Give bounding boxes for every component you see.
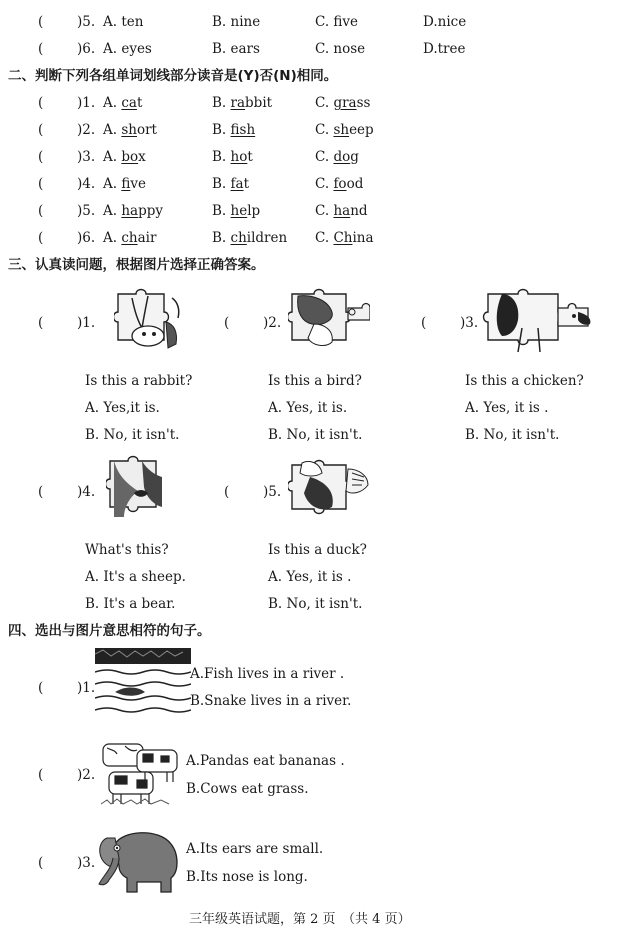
- option-a: A. Yes, it is .: [268, 569, 352, 585]
- question-number: )4.: [77, 484, 96, 500]
- option-b: B. No, it isn't.: [465, 427, 560, 443]
- answer-paren[interactable]: (: [38, 484, 44, 500]
- option-prefix: C.: [315, 95, 334, 111]
- underlined-letters: fo: [333, 176, 347, 192]
- answer-paren[interactable]: (: [38, 14, 44, 30]
- option-prefix: A.: [103, 230, 122, 246]
- answer-paren[interactable]: (: [421, 315, 427, 331]
- question-number: )1.: [77, 315, 96, 331]
- option-prefix: A.: [103, 149, 122, 165]
- question-text: Is this a rabbit?: [85, 373, 193, 389]
- answer-paren[interactable]: (: [38, 95, 44, 111]
- answer-paren[interactable]: (: [38, 767, 44, 783]
- option-c: C. nose: [315, 41, 366, 57]
- underlined-letters: ha: [121, 203, 139, 219]
- underlined-letters: fish: [230, 122, 256, 138]
- option-c: [315, 95, 370, 111]
- elephant-picture: [95, 824, 181, 894]
- underlined-letters: he: [230, 203, 248, 219]
- question-number: )2.: [77, 767, 96, 783]
- underlined-letters: sh: [333, 122, 350, 138]
- question-number: )6.: [77, 230, 96, 246]
- word-rest: ina: [352, 230, 374, 246]
- option-c: [315, 230, 374, 246]
- option-d: D.tree: [423, 41, 466, 57]
- word-rest: t: [136, 95, 143, 111]
- answer-paren[interactable]: (: [224, 484, 230, 500]
- word-rest: eep: [349, 122, 374, 138]
- option-a: A. Yes, it is .: [465, 400, 549, 416]
- answer-paren[interactable]: (: [38, 176, 44, 192]
- word-rest: bbit: [245, 95, 273, 111]
- option-c: [315, 122, 374, 138]
- underlined-letters: gra: [333, 95, 357, 111]
- question-number: )3.: [460, 315, 479, 331]
- option-a: [103, 122, 157, 138]
- underlined-letters: ha: [333, 203, 351, 219]
- rabbit-puzzle-picture: [114, 288, 186, 356]
- section-2-heading: 二、判断下列各组单词划线部分读音是(Y)否(N)相同。: [8, 68, 338, 84]
- option-b: [212, 122, 255, 138]
- option-a: A.Fish lives in a river .: [190, 666, 345, 682]
- question-number: )2.: [77, 122, 96, 138]
- section-4-heading: 四、选出与图片意思相符的句子。: [8, 623, 211, 639]
- option-c: [315, 149, 359, 165]
- word-rest: t: [247, 149, 253, 165]
- question-text: Is this a duck?: [268, 542, 367, 558]
- answer-paren[interactable]: (: [38, 203, 44, 219]
- option-a: A. eyes: [103, 41, 152, 57]
- question-number: )5.: [77, 203, 96, 219]
- option-b: B. No, it isn't.: [268, 596, 363, 612]
- question-number: )3.: [77, 149, 96, 165]
- underlined-letters: ch: [121, 230, 138, 246]
- answer-paren[interactable]: (: [38, 41, 44, 57]
- cows-picture: [97, 738, 183, 808]
- option-b: [212, 203, 260, 219]
- option-d: D.nice: [423, 14, 467, 30]
- option-a: A. It's a sheep.: [85, 569, 186, 585]
- option-a: [103, 176, 146, 192]
- section-3-heading: 三、认真读问题，根据图片选择正确答案。: [8, 257, 265, 273]
- option-prefix: B.: [212, 203, 231, 219]
- option-b: B. No, it isn't.: [268, 427, 363, 443]
- bird-puzzle-picture: [288, 288, 370, 356]
- word-rest: ve: [130, 176, 146, 192]
- word-rest: air: [137, 230, 157, 246]
- answer-paren[interactable]: (: [38, 149, 44, 165]
- option-a: [103, 203, 163, 219]
- underlined-letters: fa: [230, 176, 244, 192]
- sheep-puzzle-picture: [106, 455, 172, 523]
- option-b: [212, 95, 272, 111]
- option-b: [212, 230, 287, 246]
- option-a: A.Its ears are small.: [186, 841, 324, 857]
- word-rest: ppy: [138, 203, 164, 219]
- answer-paren[interactable]: (: [38, 230, 44, 246]
- word-rest: ildren: [246, 230, 288, 246]
- option-prefix: B.: [212, 95, 231, 111]
- answer-paren[interactable]: (: [38, 680, 44, 696]
- option-prefix: A.: [103, 176, 122, 192]
- option-prefix: A.: [103, 122, 122, 138]
- option-b: B.Cows eat grass.: [186, 781, 309, 797]
- answer-paren[interactable]: (: [38, 122, 44, 138]
- underlined-letters: ho: [230, 149, 248, 165]
- question-number: )5.: [263, 484, 282, 500]
- word-rest: t: [243, 176, 249, 192]
- chicken-puzzle-picture: [482, 288, 596, 356]
- option-a: [103, 149, 146, 165]
- option-b: B. It's a bear.: [85, 596, 176, 612]
- underlined-letters: Ch: [333, 230, 353, 246]
- option-c: [315, 176, 363, 192]
- option-prefix: C.: [315, 230, 334, 246]
- option-prefix: A.: [103, 95, 122, 111]
- question-number: )6.: [77, 41, 96, 57]
- underlined-letters: bo: [121, 149, 139, 165]
- question-text: Is this a bird?: [268, 373, 362, 389]
- answer-paren[interactable]: (: [38, 855, 44, 871]
- option-prefix: B.: [212, 122, 231, 138]
- answer-paren[interactable]: (: [38, 315, 44, 331]
- option-prefix: C.: [315, 149, 334, 165]
- underlined-letters: ca: [121, 95, 137, 111]
- question-number: )1.: [77, 680, 96, 696]
- option-a: A. Yes, it is.: [268, 400, 348, 416]
- word-rest: nd: [350, 203, 368, 219]
- underlined-letters: ra: [230, 95, 246, 111]
- option-b: [212, 149, 253, 165]
- option-prefix: B.: [212, 230, 231, 246]
- word-rest: ss: [356, 95, 371, 111]
- option-c: [315, 203, 368, 219]
- river-fish-picture: [95, 648, 191, 720]
- option-prefix: C.: [315, 203, 334, 219]
- option-c: C. five: [315, 14, 359, 30]
- question-text: What's this?: [85, 542, 169, 558]
- option-a: [103, 230, 156, 246]
- option-a: [103, 95, 142, 111]
- option-b: B. ears: [212, 41, 260, 57]
- option-prefix: C.: [315, 176, 334, 192]
- option-b: B. No, it isn't.: [85, 427, 180, 443]
- option-b: B.Snake lives in a river.: [190, 693, 352, 709]
- underlined-letters: do: [333, 149, 351, 165]
- duck-puzzle-picture: [288, 455, 372, 523]
- option-b: B. nine: [212, 14, 261, 30]
- underlined-letters: fi: [121, 176, 131, 192]
- option-prefix: C.: [315, 122, 334, 138]
- underlined-letters: sh: [121, 122, 137, 138]
- word-rest: od: [346, 176, 364, 192]
- word-rest: x: [138, 149, 146, 165]
- question-text: Is this a chicken?: [465, 373, 584, 389]
- question-number: )2.: [263, 315, 282, 331]
- option-a: A. Yes,it is.: [85, 400, 160, 416]
- option-prefix: A.: [103, 203, 122, 219]
- page-footer: 三年级英语试题，第 2 页 （共 4 页）: [189, 912, 411, 927]
- option-b: [212, 176, 249, 192]
- option-prefix: B.: [212, 149, 231, 165]
- underlined-letters: ch: [230, 230, 247, 246]
- option-a: A. ten: [103, 14, 144, 30]
- question-number: )4.: [77, 176, 96, 192]
- option-b: B.Its nose is long.: [186, 869, 308, 885]
- question-number: )5.: [77, 14, 96, 30]
- question-number: )1.: [77, 95, 96, 111]
- answer-paren[interactable]: (: [224, 315, 230, 331]
- option-prefix: B.: [212, 176, 231, 192]
- word-rest: g: [350, 149, 359, 165]
- word-rest: ort: [136, 122, 157, 138]
- word-rest: lp: [247, 203, 261, 219]
- option-a: A.Pandas eat bananas .: [186, 753, 345, 769]
- question-number: )3.: [77, 855, 96, 871]
